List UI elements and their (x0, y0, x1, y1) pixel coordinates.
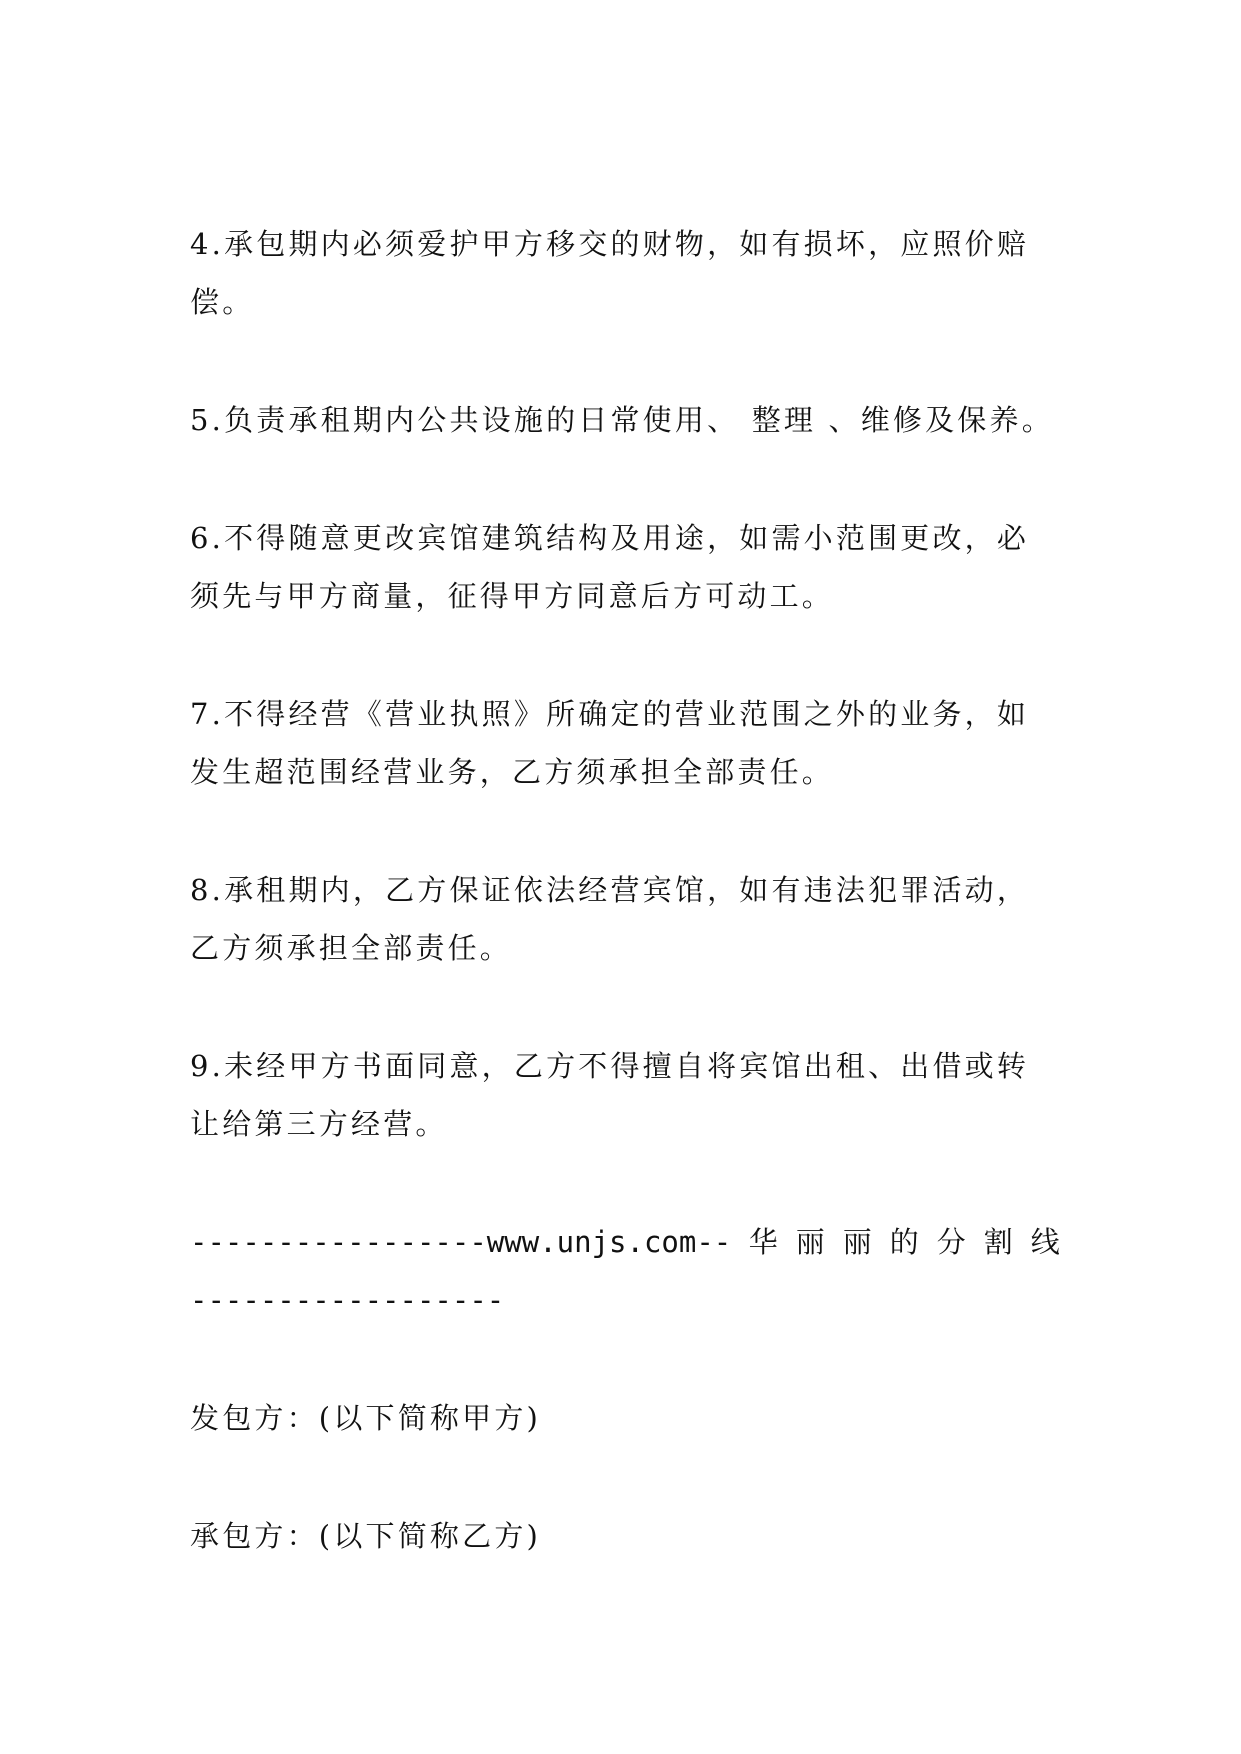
clause-9-line-1: 9.未经甲方书面同意，乙方不得擅自将宾馆出租、出借或转 (190, 1049, 1030, 1083)
clause-9-line-2: 让给第三方经营。 (190, 1107, 448, 1141)
clause-6-line-1: 6.不得随意更改宾馆建筑结构及用途，如需小范围更改，必 (190, 521, 1030, 555)
divider-text: 华丽丽的分割线 (748, 1225, 1078, 1259)
party-a-label: 发包方：(以下简称甲方) (190, 1401, 542, 1435)
clause-7-line-2: 发生超范围经营业务，乙方须承担全部责任。 (190, 755, 835, 789)
clause-8-line-1: 8.承租期内，乙方保证依法经营宾馆，如有违法犯罪活动， (190, 873, 1030, 907)
clause-7-line-1: 7.不得经营《营业执照》所确定的营业范围之外的业务，如 (190, 697, 1030, 731)
clause-8-line-2: 乙方须承担全部责任。 (190, 931, 513, 965)
clause-6-line-2: 须先与甲方商量，征得甲方同意后方可动工。 (190, 579, 835, 613)
divider-prefix: -----------------www.unjs.com-- (190, 1225, 732, 1259)
clause-5: 5.负责承租期内公共设施的日常使用、 整理 、维修及保养。 (190, 403, 1054, 437)
clause-4-line-2: 偿。 (190, 285, 255, 319)
divider-line-1 (190, 1222, 1078, 1262)
divider-line-2: ------------------ (190, 1283, 505, 1317)
party-b-label: 承包方：(以下简称乙方) (190, 1519, 542, 1553)
clause-4-line-1: 4.承包期内必须爱护甲方移交的财物，如有损坏，应照价赔 (190, 227, 1030, 261)
